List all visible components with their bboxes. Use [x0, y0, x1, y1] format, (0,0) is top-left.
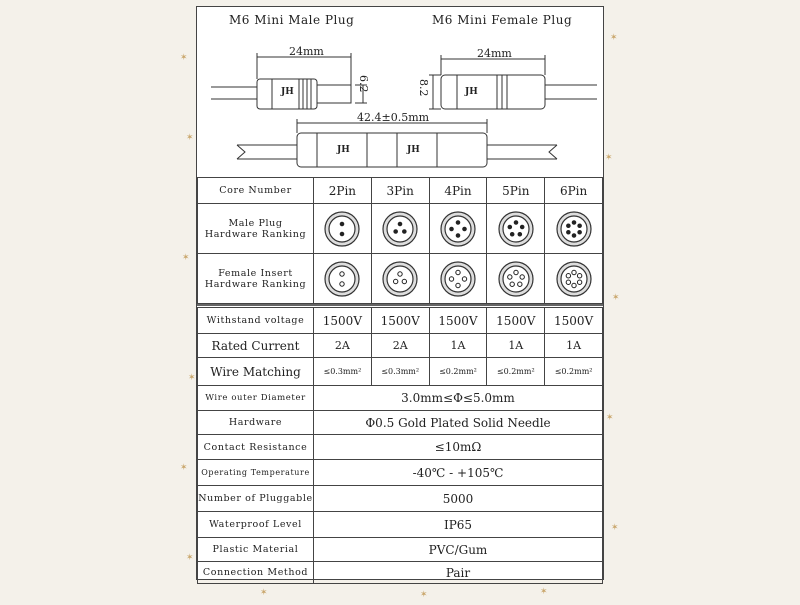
hardware-label: Hardware: [198, 411, 314, 435]
brand-mark-mated-1: JH: [337, 145, 350, 155]
male-connector-face-icon: [555, 210, 593, 248]
table-row: [198, 308, 603, 334]
table-row: [198, 254, 603, 304]
spec-table: [197, 307, 603, 584]
female-pin-icon: [487, 254, 545, 304]
voltage-value: 1500V: [371, 308, 429, 334]
female-pin-icon: [314, 254, 372, 304]
table-row: [198, 411, 603, 435]
pin-header: 4Pin: [429, 178, 487, 204]
svg-text:✶: ✶: [420, 590, 428, 600]
svg-text:✶: ✶: [540, 587, 548, 597]
svg-text:✶: ✶: [606, 413, 614, 423]
pluggable-value: 5000: [314, 486, 603, 512]
pluggable-label: Number of Pluggable: [198, 486, 314, 512]
table-row: [198, 178, 603, 204]
brand-mark-male: JH: [281, 87, 294, 97]
wire-value: ≤0.2mm²: [429, 358, 487, 386]
male-connector-face-icon: [439, 210, 477, 248]
svg-text:✶: ✶: [188, 373, 196, 383]
core-number-label: Core Number: [198, 178, 314, 204]
male-plug-title: M6 Mini Male Plug: [229, 13, 355, 27]
table-row: [198, 486, 603, 512]
brand-mark-mated-2: JH: [407, 145, 420, 155]
current-value: 1A: [487, 334, 545, 358]
current-value: 1A: [429, 334, 487, 358]
male-pin-icon: [487, 204, 545, 254]
section-divider: [197, 304, 603, 306]
current-value: 2A: [314, 334, 372, 358]
table-row: [198, 538, 603, 562]
table-row: [198, 204, 603, 254]
temperature-label: Operating Temperature: [198, 460, 314, 486]
svg-text:✶: ✶: [610, 33, 618, 43]
female-diameter-dim: 8.2: [417, 79, 430, 97]
pin-header: 2Pin: [314, 178, 372, 204]
voltage-value: 1500V: [545, 308, 603, 334]
table-row: [198, 435, 603, 460]
current-value: 2A: [371, 334, 429, 358]
plastic-value: PVC/Gum: [314, 538, 603, 562]
female-connector-face-icon: [555, 260, 593, 298]
wire-value: ≤0.3mm²: [371, 358, 429, 386]
female-pin-icon: [545, 254, 603, 304]
female-length-dim: 24mm: [477, 47, 512, 60]
female-connector-face-icon: [381, 260, 419, 298]
voltage-value: 1500V: [429, 308, 487, 334]
voltage-label: Withstand voltage: [198, 308, 314, 334]
resistance-label: Contact Resistance: [198, 435, 314, 460]
hardware-value: Φ0.5 Gold Plated Solid Needle: [314, 411, 603, 435]
svg-text:✶: ✶: [260, 588, 268, 598]
spec-sheet: [196, 6, 604, 580]
female-plug-title: M6 Mini Female Plug: [432, 13, 573, 27]
temperature-value: -40℃ - +105℃: [314, 460, 603, 486]
female-connector-face-icon: [497, 260, 535, 298]
svg-text:✶: ✶: [612, 293, 620, 303]
male-diameter-dim: 6.2: [357, 75, 370, 93]
male-pin-icon: [545, 204, 603, 254]
female-connector-face-icon: [439, 260, 477, 298]
resistance-value: ≤10mΩ: [314, 435, 603, 460]
female-ranking-label: [198, 254, 314, 304]
current-value: 1A: [545, 334, 603, 358]
connection-value: Pair: [314, 562, 603, 584]
voltage-value: 1500V: [487, 308, 545, 334]
waterproof-value: IP65: [314, 512, 603, 538]
wire-value: ≤0.3mm²: [314, 358, 372, 386]
wire-value: ≤0.2mm²: [487, 358, 545, 386]
svg-text:✶: ✶: [180, 53, 188, 63]
diameter-label: Wire outer Diameter: [198, 386, 314, 411]
pin-header: 3Pin: [371, 178, 429, 204]
male-pin-icon: [429, 204, 487, 254]
table-row: [198, 562, 603, 584]
pin-header: 5Pin: [487, 178, 545, 204]
male-label-line1: Male Plug: [228, 217, 283, 229]
diameter-value: 3.0mm≤Φ≤5.0mm: [314, 386, 603, 411]
table-row: [198, 358, 603, 386]
waterproof-label: Waterproof Level: [198, 512, 314, 538]
female-pin-icon: [429, 254, 487, 304]
male-pin-icon: [371, 204, 429, 254]
svg-text:✶: ✶: [186, 133, 194, 143]
svg-text:✶: ✶: [182, 253, 190, 263]
connection-label: Connection Method: [198, 562, 314, 584]
plastic-label: Plastic Material: [198, 538, 314, 562]
female-label-line1: Female Insert: [218, 267, 293, 279]
svg-text:✶: ✶: [180, 463, 188, 473]
female-connector-face-icon: [323, 260, 361, 298]
brand-mark-female: JH: [465, 87, 478, 97]
male-connector-face-icon: [381, 210, 419, 248]
female-pin-icon: [371, 254, 429, 304]
male-ranking-label: [198, 204, 314, 254]
wire-value: ≤0.2mm²: [545, 358, 603, 386]
table-row: [198, 334, 603, 358]
male-label-line2: Hardware Ranking: [204, 228, 307, 240]
connector-outline: [197, 7, 603, 177]
svg-text:✶: ✶: [611, 523, 619, 533]
male-connector-face-icon: [497, 210, 535, 248]
male-pin-icon: [314, 204, 372, 254]
pin-header: 6Pin: [545, 178, 603, 204]
mated-length-dim: 42.4±0.5mm: [357, 111, 430, 124]
svg-text:✶: ✶: [605, 153, 613, 163]
table-row: [198, 386, 603, 411]
wire-label: Wire Matching: [198, 358, 314, 386]
pin-table: [197, 177, 603, 304]
male-connector-face-icon: [323, 210, 361, 248]
svg-text:✶: ✶: [186, 553, 194, 563]
current-label: Rated Current: [198, 334, 314, 358]
table-row: [198, 512, 603, 538]
table-row: [198, 460, 603, 486]
male-length-dim: 24mm: [289, 45, 324, 58]
female-label-line2: Hardware Ranking: [204, 278, 307, 290]
connector-drawing: [197, 7, 603, 178]
voltage-value: 1500V: [314, 308, 372, 334]
